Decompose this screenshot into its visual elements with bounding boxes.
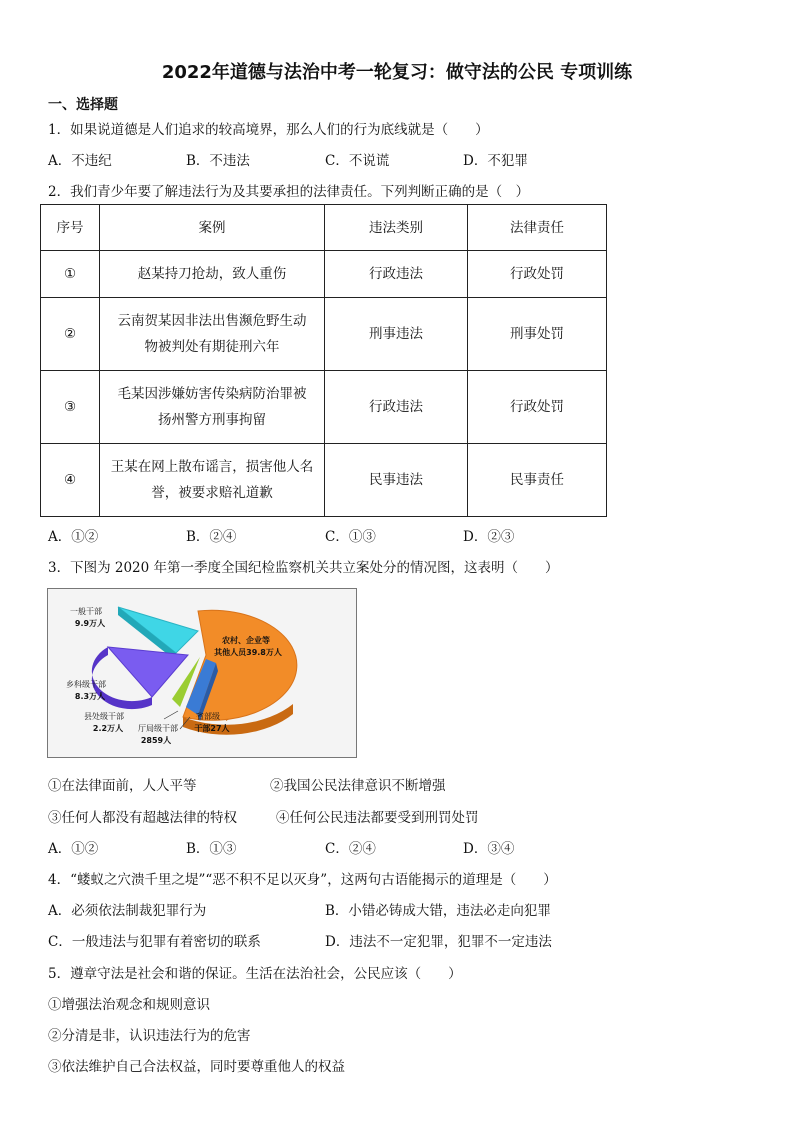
q4-option-d: D．违法不一定犯罪，犯罪不一定违法	[325, 934, 552, 950]
row-duty: 行政处罚	[468, 371, 607, 444]
q3-statement-1: ①在法律面前，人人平等	[48, 778, 197, 794]
q3-statement-3: ③任何人都没有超越法律的特权	[48, 810, 237, 826]
q1-option-b: B．不违法	[186, 153, 250, 169]
row-duty: 刑事处罚	[468, 298, 607, 371]
label-rural: 农村、企业等	[222, 636, 270, 645]
case-line: 云南贺某因非法出售濒危野生动	[117, 313, 307, 329]
header-violation-type: 违法类别	[325, 205, 468, 251]
row-type: 行政违法	[325, 251, 468, 298]
question-2-stem: 2．我们青少年要了解违法行为及其要承担的法律责任。下列判断正确的是（ ）	[48, 184, 530, 200]
case-line: 扬州警方刑事拘留	[158, 412, 266, 428]
row-type: 刑事违法	[325, 298, 468, 371]
q4-option-a: A．必须依法制裁犯罪行为	[48, 903, 207, 919]
row-case	[100, 298, 325, 371]
question-1-stem: 1．如果说道德是人们追求的较高境界，那么人们的行为底线就是（ ）	[48, 122, 489, 138]
label-bureau: 厅局级干部	[138, 724, 178, 733]
row-case	[100, 251, 325, 298]
row-number: ④	[41, 444, 100, 517]
label-general: 一般干部	[70, 607, 102, 616]
label-province: 省部级	[196, 712, 220, 721]
q3-option-d: D．③④	[463, 841, 515, 857]
label-general-value: 9.9万人	[74, 619, 106, 628]
row-duty: 行政处罚	[468, 251, 607, 298]
q5-statement-3: ③依法维护自己合法权益，同时要尊重他人的权益	[48, 1059, 345, 1075]
row-number: ③	[41, 371, 100, 444]
case-line: 毛某因涉嫌妨害传染病防治罪被	[117, 386, 307, 402]
case-line: 物被判处有期徒刑六年	[144, 339, 280, 355]
table-row	[41, 371, 607, 444]
row-number: ①	[41, 251, 100, 298]
q3-statement-2: ②我国公民法律意识不断增强	[270, 778, 446, 794]
q3-statement-4: ④任何公民违法都要受到刑罚处罚	[276, 810, 479, 826]
row-duty: 民事责任	[468, 444, 607, 517]
row-case	[100, 371, 325, 444]
case-line: 王某在网上散布谣言，损害他人名	[110, 459, 314, 475]
table-row	[41, 444, 607, 517]
row-type: 行政违法	[325, 371, 468, 444]
leader-line	[164, 711, 178, 719]
label-county: 县处级干部	[84, 712, 124, 721]
label-bureau-value: 2859人	[140, 736, 172, 745]
case-line: 赵某持刀抢劫，致人重伤	[137, 266, 287, 282]
q3-option-c: C．②④	[325, 841, 376, 857]
header-case: 案例	[100, 205, 325, 251]
law-case-table	[40, 204, 607, 517]
q2-option-c: C．①③	[325, 529, 376, 545]
label-rural-value: 其他人员39.8万人	[214, 648, 282, 657]
header-legal-duty: 法律责任	[468, 205, 607, 251]
row-number: ②	[41, 298, 100, 371]
label-township: 乡科级干部	[66, 680, 106, 689]
q5-statement-1: ①增强法治观念和规则意识	[48, 997, 210, 1013]
pie-slice-township	[108, 647, 188, 697]
q1-option-a: A．不违纪	[48, 153, 112, 169]
page-title: 2022年道德与法治中考一轮复习：做守法的公民 专项训练	[161, 62, 633, 83]
case-line: 誉，被要求赔礼道歉	[151, 485, 273, 501]
q5-statement-2: ②分清是非，认识违法行为的危害	[48, 1028, 251, 1044]
question-5-stem: 5．遵章守法是社会和谐的保证。生活在法治社会，公民应该（ ）	[48, 966, 462, 982]
q1-option-d: D．不犯罪	[463, 153, 528, 169]
q3-option-b: B．①③	[186, 841, 237, 857]
label-township-value: 8.3万人	[74, 692, 106, 701]
table-row	[41, 251, 607, 298]
q2-option-d: D．②③	[463, 529, 515, 545]
pie-chart	[48, 589, 356, 757]
q1-option-c: C．不说谎	[325, 153, 390, 169]
section-heading: 一、选择题	[48, 97, 118, 113]
q2-option-b: B．②④	[186, 529, 237, 545]
row-type: 民事违法	[325, 444, 468, 517]
question-3-stem: 3．下图为 2020 年第一季度全国纪检监察机关共立案处分的情况图，这表明（ ）	[48, 560, 559, 576]
q4-option-b: B．小错必铸成大错，违法必走向犯罪	[325, 903, 551, 919]
q2-option-a: A．①②	[48, 529, 99, 545]
label-county-value: 2.2万人	[92, 724, 124, 733]
pie-chart-figure	[47, 588, 357, 758]
header-number: 序号	[41, 205, 100, 251]
q3-option-a: A．①②	[48, 841, 99, 857]
label-province-value: 干部27人	[194, 724, 230, 733]
table-row	[41, 298, 607, 371]
table-header-row	[41, 205, 607, 251]
row-case	[100, 444, 325, 517]
question-4-stem: 4．“蝼蚁之穴溃千里之堤”“恶不积不足以灭身”，这两句古语能揭示的道理是（ ）	[48, 872, 557, 888]
q4-option-c: C．一般违法与犯罪有着密切的联系	[48, 934, 261, 950]
